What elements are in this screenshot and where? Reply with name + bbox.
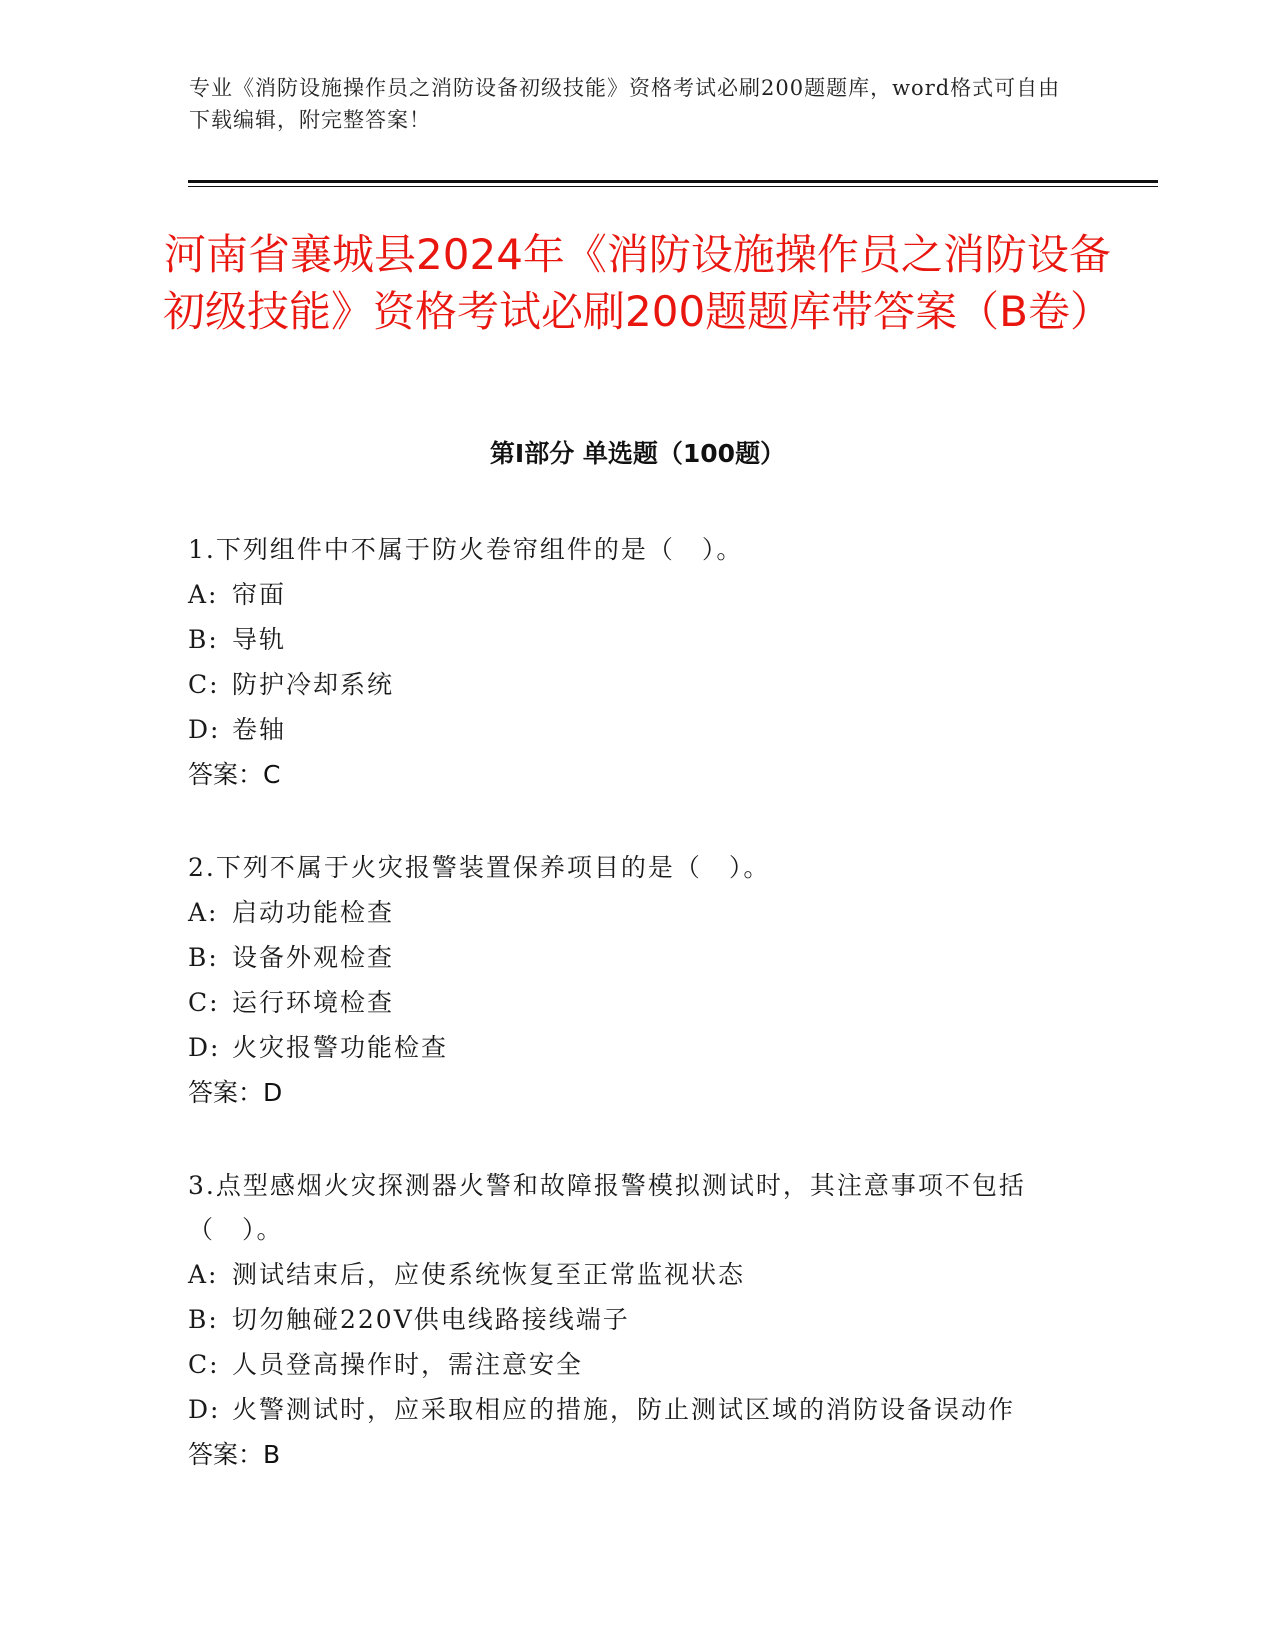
question-1: [188, 528, 1088, 798]
option-letter: B:: [188, 625, 219, 654]
option-letter: B:: [188, 943, 219, 972]
option-letter: B:: [188, 1305, 219, 1334]
question-3: [188, 1164, 1088, 1478]
option-text: 卷轴: [232, 715, 287, 744]
option-text: 人员登高操作时，需注意安全: [232, 1350, 584, 1379]
answer: 答案：B: [188, 1440, 281, 1469]
option-letter: C:: [188, 1350, 220, 1379]
option-a: [188, 890, 1088, 935]
option-letter: A:: [188, 898, 219, 927]
answer: 答案：D: [188, 1078, 283, 1107]
option-text: 设备外观检查: [232, 943, 395, 972]
option-c: [188, 1342, 1088, 1387]
option-a: [188, 1252, 1088, 1297]
option-text: 启动功能检查: [232, 898, 395, 927]
option-letter: D:: [188, 1395, 221, 1424]
header-rule-thick: [188, 180, 1158, 183]
question-stem: 2.下列不属于火灾报警装置保养项目的是（ ）。: [188, 853, 771, 882]
header-note: 专业《消防设施操作员之消防设备初级技能》资格考试必刷200题题库，word格式可自由下载编辑，附完整答案！: [189, 76, 1061, 132]
question-stem: 3.点型感烟火灾探测器火警和故障报警模拟测试时，其注意事项不包括（ ）。: [188, 1171, 1026, 1244]
option-b: [188, 617, 1088, 662]
option-d: [188, 1025, 1088, 1070]
option-text: 运行环境检查: [232, 988, 395, 1017]
option-letter: A:: [188, 1260, 219, 1289]
question-stem: 1.下列组件中不属于防火卷帘组件的是（ ）。: [188, 535, 744, 564]
option-d: [188, 707, 1088, 752]
option-letter: D:: [188, 1033, 221, 1062]
question-2: [188, 846, 1088, 1116]
option-letter: A:: [188, 580, 219, 609]
option-text: 帘面: [232, 580, 287, 609]
option-d: [188, 1387, 1088, 1432]
option-text: 导轨: [232, 625, 287, 654]
section-title: 第Ⅰ部分 单选题（100题）: [489, 439, 786, 468]
option-letter: C:: [188, 670, 220, 699]
option-b: [188, 1297, 1088, 1342]
option-c: [188, 980, 1088, 1025]
header-rule-thin: [188, 186, 1158, 187]
option-b: [188, 935, 1088, 980]
option-text: 测试结束后，应使系统恢复至正常监视状态: [232, 1260, 746, 1289]
option-text: 火警测试时，应采取相应的措施，防止测试区域的消防设备误动作: [232, 1395, 1016, 1424]
question-list: [188, 528, 1088, 1526]
option-a: [188, 572, 1088, 617]
answer: 答案：C: [188, 760, 281, 789]
option-text: 切勿触碰220V供电线路接线端子: [232, 1305, 630, 1334]
option-letter: D:: [188, 715, 221, 744]
option-text: 防护冷却系统: [232, 670, 395, 699]
document-title: 河南省襄城县2024年《消防设施操作员之消防设备初级技能》资格考试必刷200题题库带答案（B卷）: [163, 230, 1112, 336]
option-text: 火灾报警功能检查: [232, 1033, 449, 1062]
option-letter: C:: [188, 988, 220, 1017]
option-c: [188, 662, 1088, 707]
